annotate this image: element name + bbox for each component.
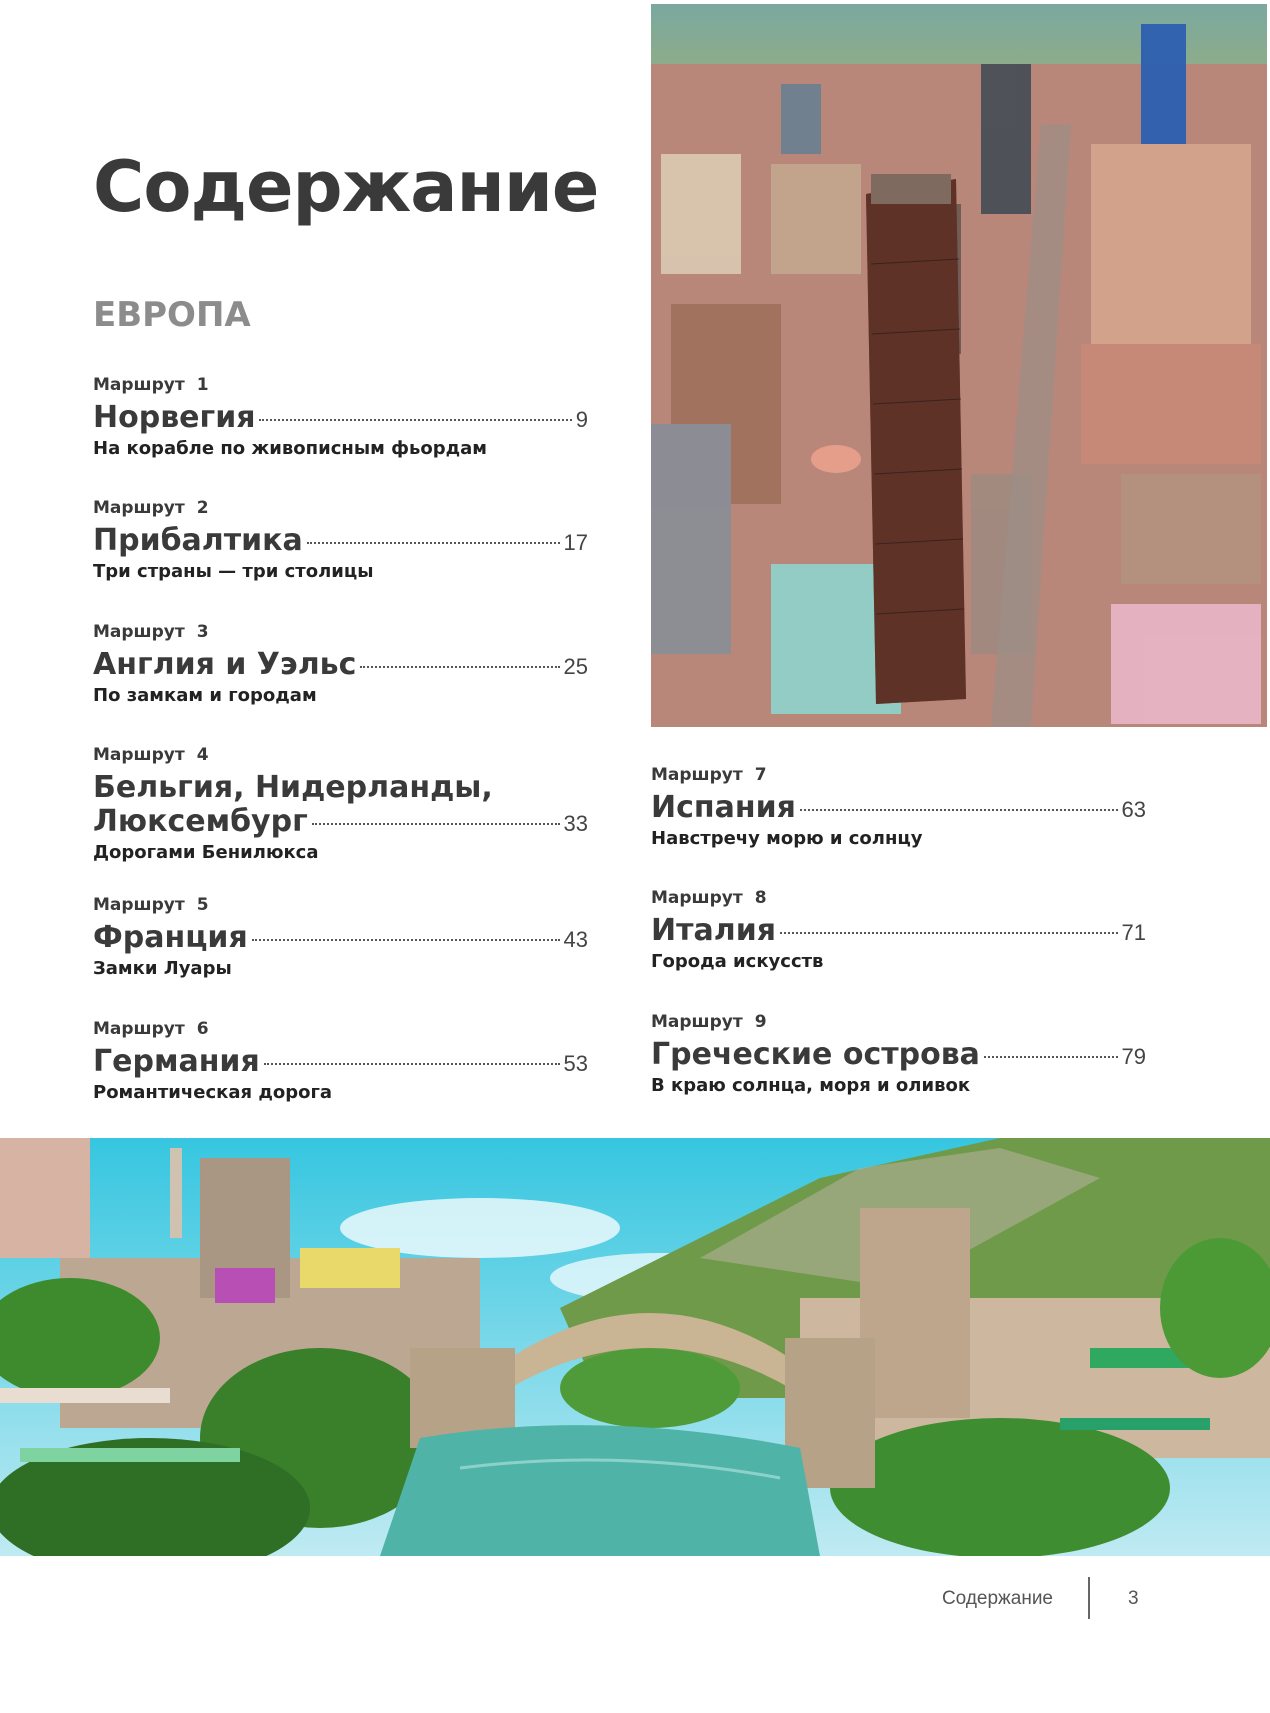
route-label: Маршрут 5 bbox=[93, 895, 209, 915]
route-name: Англия и Уэльс bbox=[93, 647, 357, 682]
route-subtitle: Три страны — три столицы bbox=[93, 561, 374, 582]
route-subtitle: Романтическая дорога bbox=[93, 1082, 333, 1103]
route-name: Франция bbox=[93, 920, 248, 955]
toc-entry-route-2[interactable] bbox=[93, 498, 588, 583]
dot-leader bbox=[984, 1056, 1118, 1058]
route-label: Маршрут 4 bbox=[93, 745, 209, 765]
page-title: Содержание bbox=[93, 146, 599, 228]
route-label: Маршрут 8 bbox=[651, 888, 767, 908]
route-label: Маршрут 6 bbox=[93, 1019, 209, 1039]
footer-divider bbox=[1088, 1577, 1090, 1619]
page-number: 79 bbox=[1121, 1044, 1146, 1069]
route-name-line-1: Бельгия, Нидерланды, bbox=[93, 770, 493, 805]
footer-section-label: Содержание bbox=[941, 1588, 1053, 1609]
toc-entry-route-8[interactable] bbox=[651, 888, 1146, 973]
route-name: Прибалтика bbox=[93, 523, 303, 558]
dot-leader bbox=[800, 809, 1118, 811]
dot-leader bbox=[252, 939, 560, 941]
route-name: Италия bbox=[651, 913, 776, 948]
page-number: 71 bbox=[1121, 920, 1146, 945]
dot-leader bbox=[780, 932, 1118, 934]
section-heading-europe: ЕВРОПА bbox=[93, 295, 251, 335]
route-name: Греческие острова bbox=[651, 1037, 980, 1072]
route-label: Маршрут 3 bbox=[93, 622, 209, 642]
route-label: Маршрут 9 bbox=[651, 1012, 767, 1032]
city-aerial-photo bbox=[651, 4, 1267, 727]
footer-page-number: 3 bbox=[1128, 1588, 1139, 1609]
route-subtitle: Города искусств bbox=[651, 951, 824, 972]
page-number: 17 bbox=[563, 530, 588, 555]
toc-entry-route-9[interactable] bbox=[651, 1012, 1146, 1097]
toc-entry-route-7[interactable] bbox=[651, 765, 1146, 850]
route-label: Маршрут 2 bbox=[93, 498, 209, 518]
route-subtitle: Дорогами Бенилюкса bbox=[93, 842, 319, 863]
dot-leader bbox=[264, 1063, 560, 1065]
toc-entry-route-6[interactable] bbox=[93, 1019, 588, 1104]
page-number: 53 bbox=[563, 1051, 588, 1076]
route-name: Норвегия bbox=[93, 400, 256, 435]
route-subtitle: На корабле по живописным фьордам bbox=[93, 438, 487, 459]
page-number: 25 bbox=[563, 654, 588, 679]
mostar-bridge-photo bbox=[0, 1138, 1270, 1556]
toc-entry-route-4[interactable] bbox=[93, 745, 588, 864]
route-subtitle: Замки Луары bbox=[93, 958, 232, 979]
route-subtitle: Навстречу морю и солнцу bbox=[651, 828, 923, 849]
page-number: 33 bbox=[563, 811, 588, 836]
dot-leader bbox=[307, 542, 560, 544]
route-name: Германия bbox=[93, 1044, 260, 1079]
dot-leader bbox=[312, 823, 560, 825]
page-number: 43 bbox=[563, 927, 588, 952]
route-name-line-2: Люксембург bbox=[93, 804, 308, 839]
page-number: 9 bbox=[575, 407, 588, 432]
route-name: Испания bbox=[651, 790, 796, 825]
route-subtitle: В краю солнца, моря и оливок bbox=[651, 1075, 971, 1096]
toc-entry-route-1[interactable] bbox=[93, 375, 588, 460]
toc-entry-route-3[interactable] bbox=[93, 622, 588, 707]
route-subtitle: По замкам и городам bbox=[93, 685, 317, 706]
page-number: 63 bbox=[1121, 797, 1146, 822]
route-label: Маршрут 7 bbox=[651, 765, 767, 785]
toc-entry-route-5[interactable] bbox=[93, 895, 588, 980]
dot-leader bbox=[360, 666, 559, 668]
route-label: Маршрут 1 bbox=[93, 375, 209, 395]
dot-leader bbox=[259, 419, 571, 421]
